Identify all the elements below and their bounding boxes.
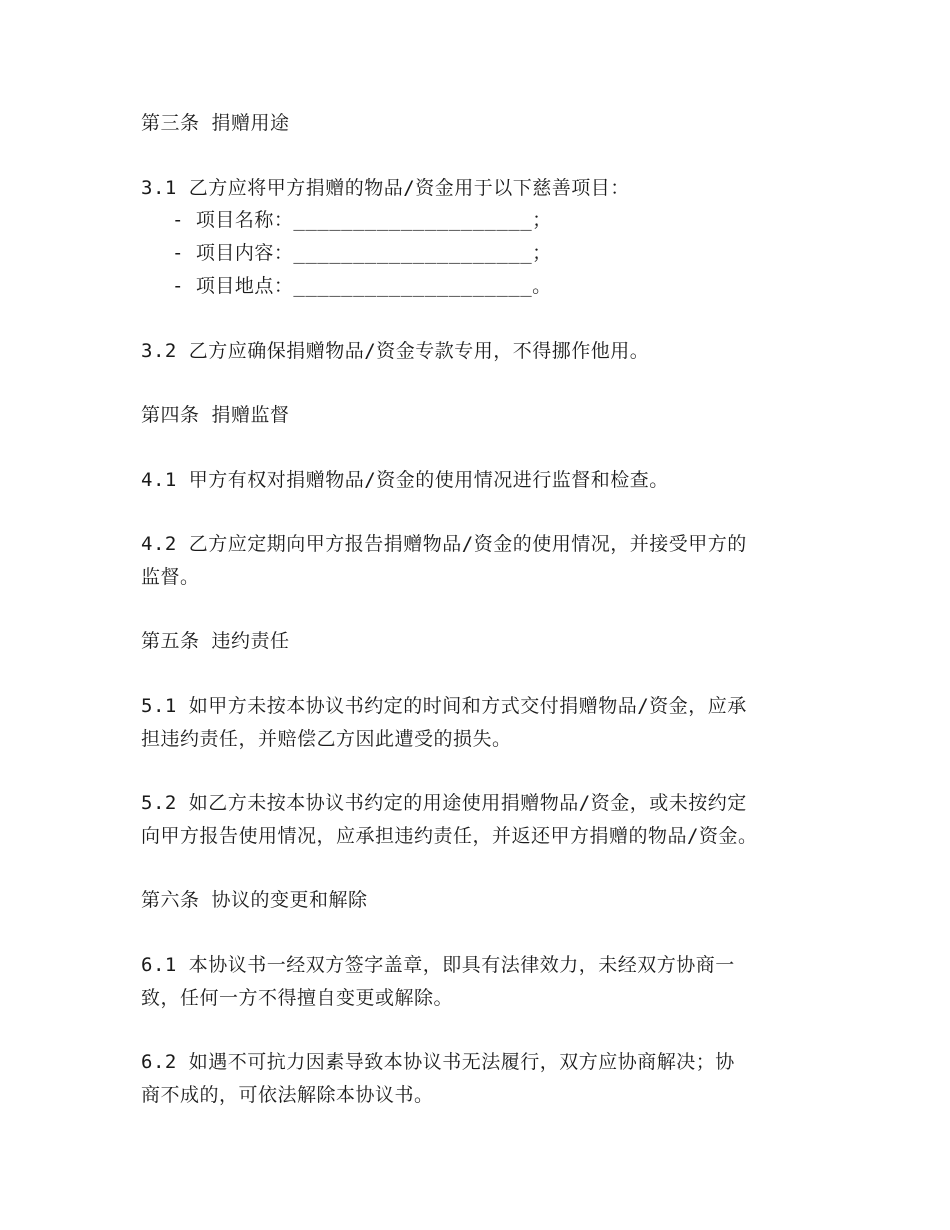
clause-3-1: 3.1 乙方应将甲方捐赠的物品/资金用于以下慈善项目： — [141, 177, 630, 199]
clause-5-2-line-1: 5.2 如乙方未按本协议书约定的用途使用捐赠物品/资金，或未按约定 — [141, 792, 747, 814]
list-item-project-content: - 项目内容：____________________； — [172, 242, 552, 264]
clause-6-1-line-2: 致，任何一方不得擅自变更或解除。 — [141, 987, 454, 1009]
article-5-heading: 第五条 违约责任 — [141, 630, 290, 652]
clause-5-2-line-2: 向甲方报告使用情况，应承担违约责任，并返还甲方捐赠的物品/资金。 — [141, 825, 758, 847]
clause-3-2: 3.2 乙方应确保捐赠物品/资金专款专用，不得挪作他用。 — [141, 340, 650, 362]
clause-6-1-line-1: 6.1 本协议书一经双方签字盖章，即具有法律效力，未经双方协商一 — [141, 954, 735, 976]
clause-5-1-line-2: 担违约责任，并赔偿乙方因此遭受的损失。 — [141, 728, 512, 750]
clause-4-2-line-2: 监督。 — [141, 566, 200, 588]
article-4-heading: 第四条 捐赠监督 — [141, 404, 290, 426]
clause-4-2-line-1: 4.2 乙方应定期向甲方报告捐赠物品/资金的使用情况，并接受甲方的 — [141, 533, 747, 555]
article-6-heading: 第六条 协议的变更和解除 — [141, 889, 368, 911]
list-item-project-name: - 项目名称：____________________； — [172, 209, 552, 231]
clause-6-2-line-1: 6.2 如遇不可抗力因素导致本协议书无法履行，双方应协商解决；协 — [141, 1051, 735, 1073]
list-item-project-location: - 项目地点：____________________。 — [172, 275, 552, 297]
clause-4-1: 4.1 甲方有权对捐赠物品/资金的使用情况进行监督和检查。 — [141, 469, 669, 491]
clause-5-1-line-1: 5.1 如甲方未按本协议书约定的时间和方式交付捐赠物品/资金，应承 — [141, 695, 747, 717]
clause-6-2-line-2: 商不成的，可依法解除本协议书。 — [141, 1084, 434, 1106]
article-3-heading: 第三条 捐赠用途 — [141, 112, 290, 134]
